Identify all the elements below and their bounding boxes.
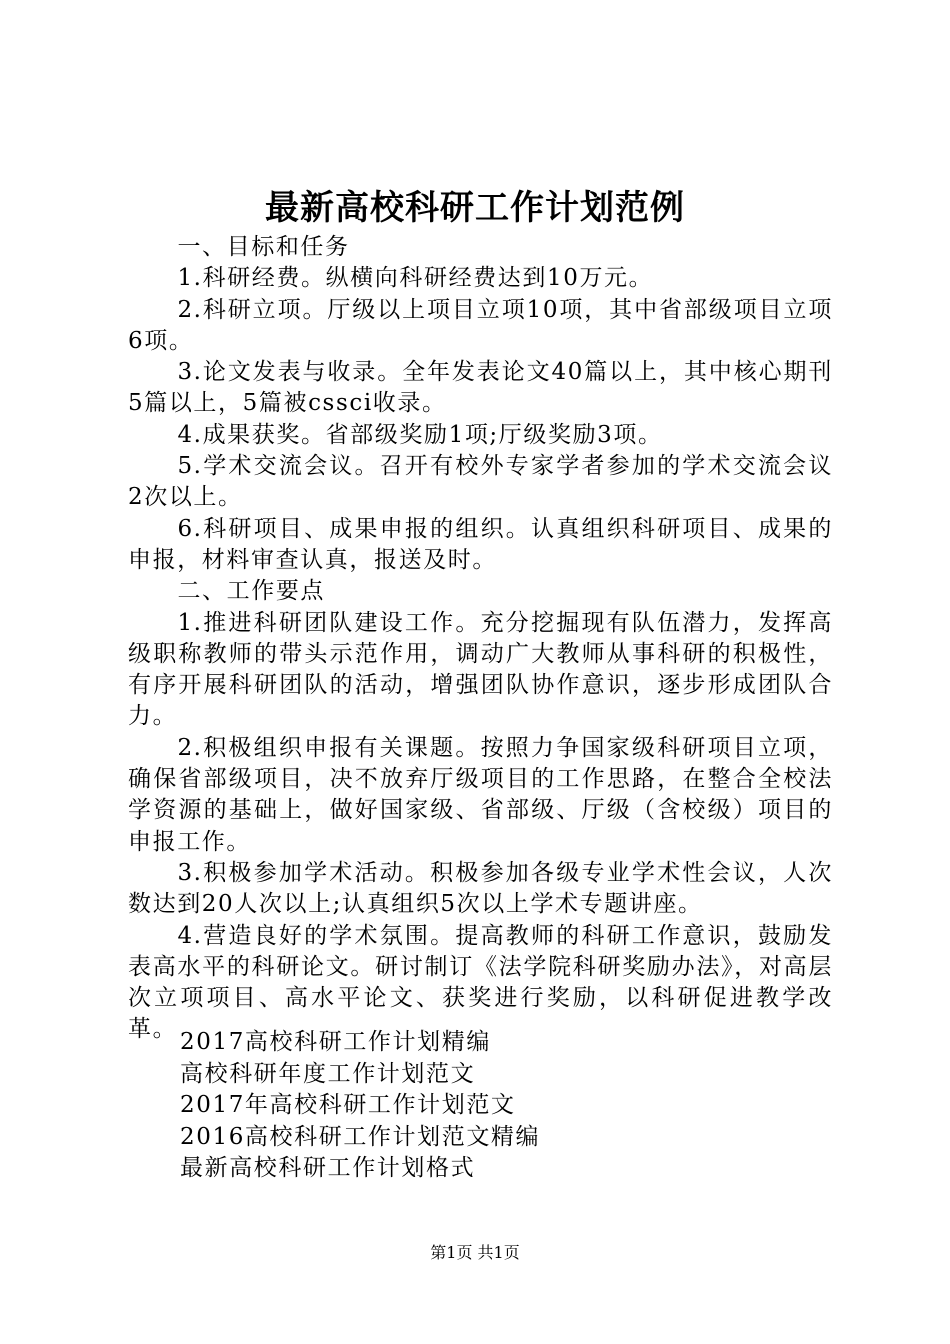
paragraph-research-funding: 1.科研经费。纵横向科研经费达到10万元。 <box>177 265 654 292</box>
paragraph-academic-activities: 3.积极参加学术活动。积极参加各级专业学术性会议，人次数达到20人次以上;认真组织5次以上学术专题讲座。 <box>128 859 833 918</box>
paragraph-research-projects: 2.科研立项。厅级以上项目立项10项，其中省部级项目立项6项。 <box>128 296 833 354</box>
related-links-list <box>180 1027 830 1185</box>
page-footer: 第1页 共1页 <box>430 1243 520 1262</box>
paragraph-paper-publication: 3.论文发表与收录。全年发表论文40篇以上，其中核心期刊5篇以上，5篇被cssci收录。 <box>128 359 833 417</box>
section-heading-key-points: 二、工作要点 <box>177 578 326 605</box>
paragraph-project-applications: 2.积极组织申报有关课题。按照力争国家级科研项目立项，确保省部级项目，决不放弃厅级项目的工作思路，在整合全校法学资源的基础上，做好国家级、省部级、厅级（含校级）项目的申报工作。 <box>128 734 833 855</box>
paragraph-academic-atmosphere: 4.营造良好的学术氛围。提高教师的科研工作意识，鼓励发表高水平的科研论文。研讨制订《法学院科研奖励办法》，对高层次立项项目、高水平论文、获奖进行奖励，以科研促进教学改革。 <box>128 922 833 1043</box>
document-body <box>128 232 833 1046</box>
document-title: 最新高校科研工作计划范例 <box>265 188 685 228</box>
paragraph-team-building: 1.推进科研团队建设工作。充分挖掘现有队伍潜力，发挥高级职称教师的带头示范作用，调动广大教师从事科研的积极性，有序开展科研团队的活动，增强团队协作意识，逐步形成团队合力。 <box>128 609 833 730</box>
related-link-item[interactable]: 2017高校科研工作计划精编 <box>180 1029 491 1055</box>
related-link-item[interactable]: 2016高校科研工作计划范文精编 <box>180 1123 541 1150</box>
paragraph-awards: 4.成果获奖。省部级奖励1项;厅级奖励3项。 <box>177 421 663 448</box>
related-link-item[interactable]: 高校科研年度工作计划范文 <box>180 1060 476 1087</box>
section-heading-goals: 一、目标和任务 <box>177 234 350 260</box>
related-link-item[interactable]: 最新高校科研工作计划格式 <box>180 1155 476 1181</box>
related-link-item[interactable]: 2017年高校科研工作计划范文 <box>180 1092 516 1118</box>
paragraph-application-organization: 6.科研项目、成果申报的组织。认真组织科研项目、成果的申报，材料审查认真，报送及时。 <box>128 515 833 573</box>
paragraph-academic-conferences: 5.学术交流会议。召开有校外专家学者参加的学术交流会议2次以上。 <box>128 453 833 511</box>
